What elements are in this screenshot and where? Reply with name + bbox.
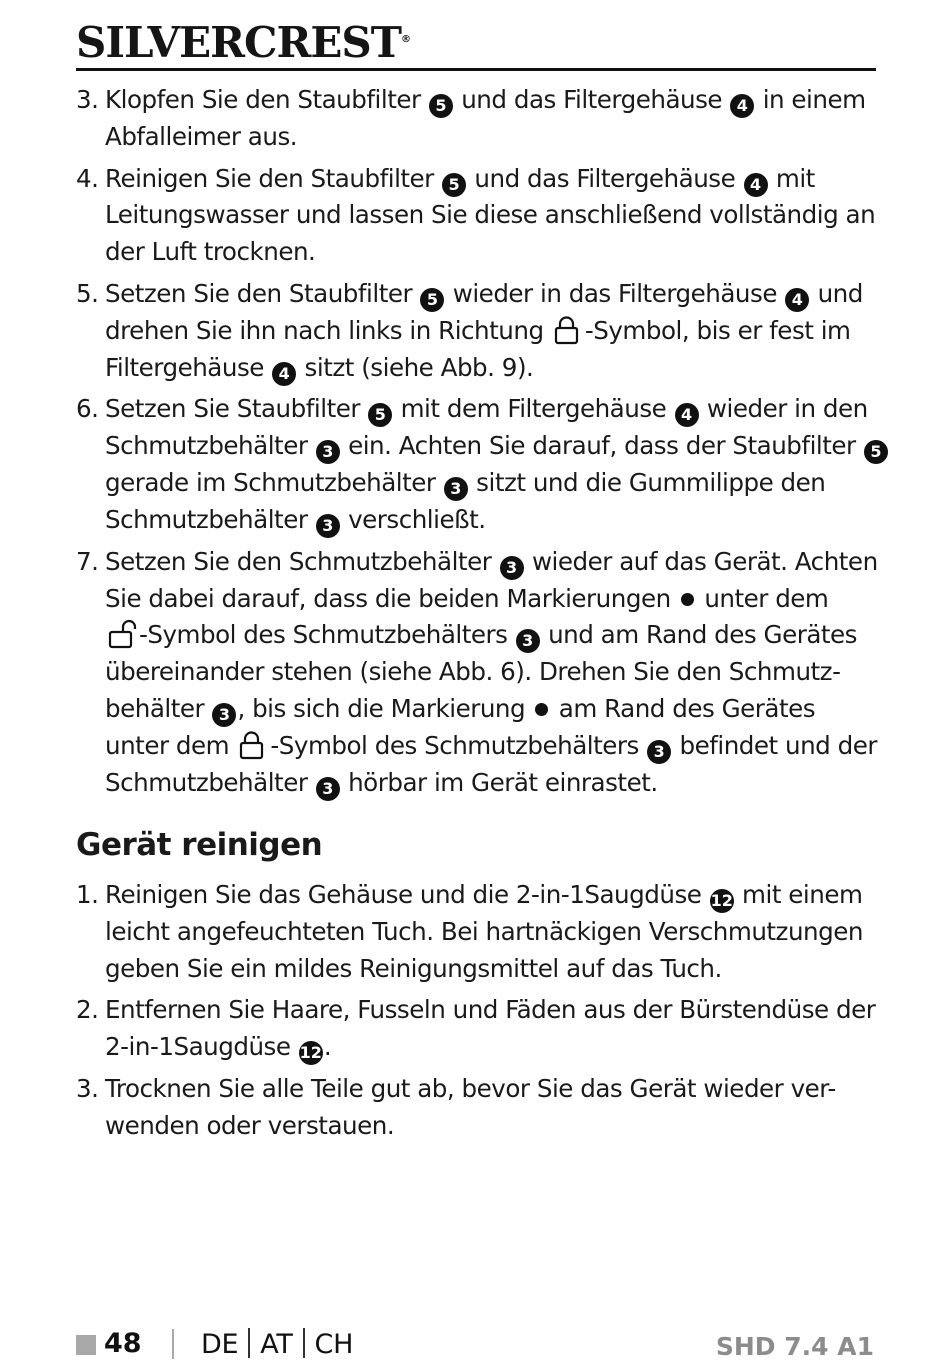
text-run: in einem [755,85,866,114]
text-run: befindet und der [672,731,877,761]
marker-dot-icon [681,593,694,606]
marker-dot-icon [535,703,548,716]
language-de: DE [201,1329,239,1360]
text-run: Entfernen Sie Haare, Fusseln und Fäden aus der Bürstendüse der [105,995,876,1025]
text-run: Filtergehäuse [105,352,272,382]
step-text-line [105,313,876,350]
step-text-line [105,691,876,728]
part-number-badge: 3 [316,777,340,801]
registered-mark: ® [400,34,410,45]
text-run: Trocknen Sie alle Teile gut ab, bevor Sie das Gerät wieder ver- [105,1073,836,1103]
part-number-badge: 4 [730,94,754,118]
language-separator [303,1328,305,1358]
header [76,18,876,65]
text-run: -Symbol des Schmutzbehälters [270,731,647,761]
text-run: geben Sie ein mildes Reinigungsmittel auf das Tuch. [105,953,722,983]
part-number-badge: 5 [420,288,444,312]
text-run: mit [768,163,815,193]
brand-logo: SILVERCREST® [76,18,410,67]
part-number-badge: 3 [444,477,468,501]
step-text-line [105,617,876,654]
part-number-badge: 4 [744,173,768,197]
text-run: Schmutzbehälter [105,768,315,798]
step-text-line [105,391,876,428]
list-item [76,992,876,1066]
part-number-badge: 3 [316,440,340,464]
section-heading: Gerät reinigen [76,827,323,863]
text-run: behälter [105,694,212,724]
part-number-badge: 3 [516,629,540,653]
text-run: -Symbol, bis er fest im [584,315,851,345]
text-run: unter dem [697,583,829,613]
part-number-badge: 5 [368,403,392,427]
list-item [76,1071,876,1145]
step-text-line [105,119,876,156]
list-item [76,391,882,539]
text-run: Reinigen Sie das Gehäuse und die 2-in-1Saugdüse [105,880,709,909]
text-run: Setzen Sie Staubfilter [105,394,368,424]
list-item [76,877,876,988]
text-run: leicht angefeuchteten Tuch. Bei hartnäckigen Verschmutzungen [105,916,863,946]
list-item [76,82,876,156]
page-number: 48 [104,1328,142,1359]
part-number-badge: 4 [272,362,296,386]
text-run: Klopfen Sie den Staubfilter [105,85,428,114]
step-number: 7. [76,546,99,576]
text-run: am Rand des Gerätes [551,694,816,724]
part-number-badge: 3 [316,514,340,538]
step-text-line [105,728,876,765]
step-text-line [105,82,876,119]
step-number: 5. [76,278,99,308]
part-number-badge: 4 [675,403,699,427]
text-run: wieder in das Filtergehäuse [445,278,785,308]
step-text-line [105,350,876,387]
page-marker-square [76,1335,96,1355]
text-run: . [323,1032,332,1062]
text-run: und das Filtergehäuse [453,85,730,114]
text-run: mit dem Filtergehäuse [393,394,674,424]
text-run: drehen Sie ihn nach links in Richtung [105,315,551,345]
text-run: Setzen Sie den Schmutzbehälter [105,546,499,576]
step-text-line [105,1108,876,1145]
footer [76,1325,876,1365]
text-run: ein. Achten Sie darauf, dass der Staubfilter [340,431,863,461]
text-run: Setzen Sie den Staubfilter [105,278,420,308]
text-run: wenden oder verstauen. [105,1110,395,1140]
step-text-line [105,1029,876,1066]
step-number: 2. [76,995,99,1025]
step-text-line [105,654,876,691]
text-run: Abfalleimer aus. [105,121,298,151]
part-number-badge: 5 [864,440,888,464]
step-text-line [105,544,876,581]
step-text-line [105,581,876,618]
language-codes [201,1328,353,1360]
text-run: 2-in-1Saugdüse [105,1032,298,1062]
part-number-badge: 4 [785,288,809,312]
step-text-line [105,992,876,1029]
language-at: AT [260,1329,293,1360]
step-text-line [105,234,876,271]
list-item [76,276,876,387]
step-text-line [105,276,876,313]
step-number: 1. [76,880,99,909]
header-rule [76,68,876,71]
step-text-line [105,914,876,951]
step-text-line [105,465,876,502]
step-text-line [105,197,876,234]
text-run: unter dem [105,731,237,761]
text-run: Schmutzbehälter [105,431,315,461]
step-text-line [105,1071,876,1108]
text-run: verschließt. [340,505,486,535]
lock-open-icon [107,619,137,649]
text-run: und das Filtergehäuse [467,163,743,193]
part-number-badge: 5 [442,173,466,197]
text-run: , bis sich die Markierung [237,694,533,724]
text-run: sitzt (siehe Abb. 9). [297,352,534,382]
language-separator [248,1328,250,1358]
footer-separator [172,1329,174,1359]
text-run: gerade im Schmutzbehälter [105,468,443,498]
step-text-line [105,502,876,539]
part-number-badge: 3 [647,740,671,764]
step-text-line [105,877,876,914]
text-run: sitzt und die Gummilippe den [468,468,826,498]
step-number: 4. [76,163,99,193]
text-run: und am Rand des Gerätes [540,620,857,650]
text-run: Leitungswasser und lassen Sie diese anschließend vollständig an [105,200,876,230]
text-run: -Symbol des Schmutzbehälters [139,620,515,650]
part-number-badge: 3 [212,703,236,727]
part-number-badge: 12 [299,1041,323,1065]
part-number-badge: 12 [710,889,734,913]
step-text-line [105,161,876,198]
cleaning-steps-filter [76,82,882,807]
text-run: Reinigen Sie den Staubfilter [105,163,442,193]
step-text-line [105,951,876,988]
part-number-badge: 5 [429,94,453,118]
lock-closed-icon [238,730,268,760]
model-number: SHD 7.4 A1 [715,1332,874,1361]
step-number: 3. [76,1073,99,1103]
step-text-line [105,765,876,802]
cleaning-steps-device [76,877,876,1149]
part-number-badge: 3 [500,556,524,580]
text-run: hörbar im Gerät einrastet. [340,768,658,798]
text-run: Schmutzbehälter [105,505,315,535]
text-run: der Luft trocknen. [105,237,316,267]
step-text-line [105,428,882,465]
list-item [76,161,876,272]
language-ch: CH [314,1329,354,1360]
step-number: 6. [76,394,99,424]
lock-closed-icon [553,315,583,345]
text-run: wieder in den [699,394,868,424]
text-run: mit einem [734,880,863,909]
text-run: wieder auf das Gerät. Achten [524,546,878,576]
list-item [76,544,876,802]
step-number: 3. [76,85,99,114]
text-run: übereinander stehen (siehe Abb. 6). Drehen Sie den Schmutz- [105,657,841,687]
text-run: und [810,278,863,308]
text-run: Sie dabei darauf, dass die beiden Markierungen [105,583,678,613]
